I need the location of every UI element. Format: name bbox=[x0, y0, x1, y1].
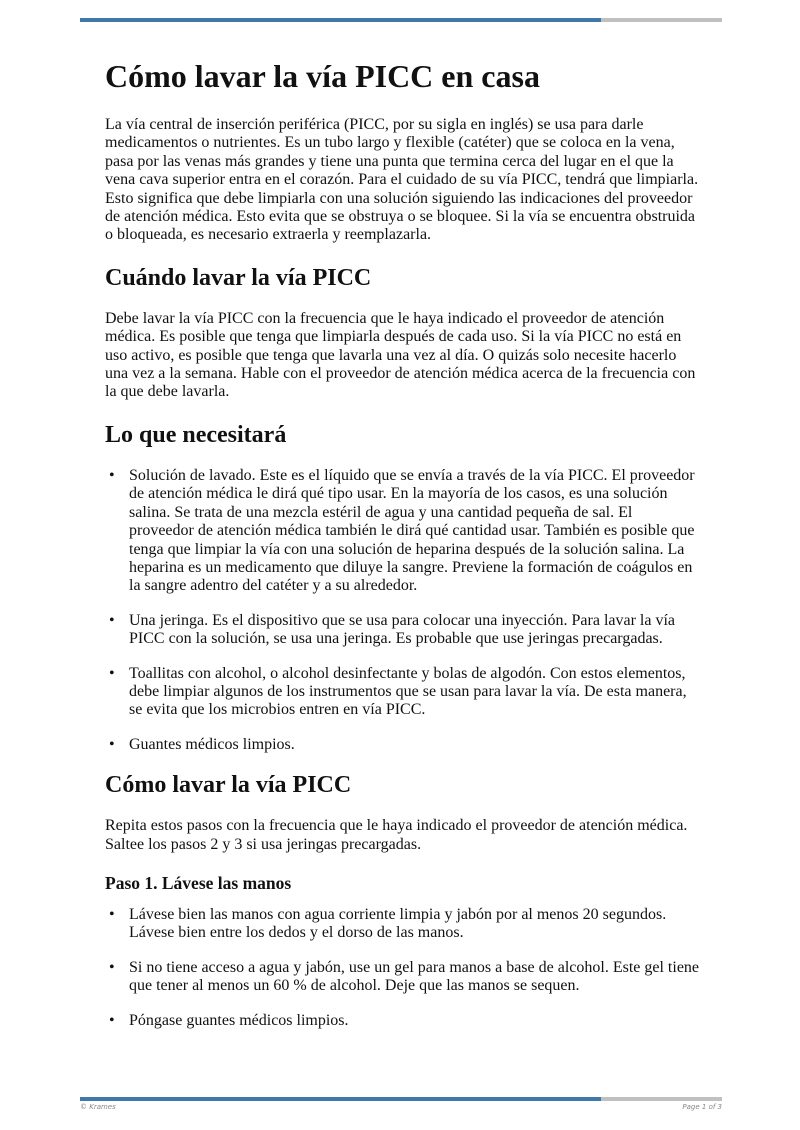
section-paragraph: Debe lavar la vía PICC con la frecuencia que le haya indicado el proveedor de atención médica. Es posible que tenga que limpiarla después de cada uso. Si la vía PICC no está en uso activo, es posible que tenga que lavarla una vez al día. O quizás solo necesite hacerlo una vez a la semana. Hable con el proveedor de atención médica acerca de la frecuencia con la que debe lavarla. bbox=[105, 309, 696, 401]
bullet-icon: • bbox=[109, 905, 115, 923]
bullet-icon: • bbox=[109, 611, 115, 629]
section-heading: Cómo lavar la vía PICC bbox=[105, 772, 352, 799]
bullet-icon: • bbox=[109, 1011, 115, 1029]
step-list bbox=[105, 906, 700, 1030]
list-item: • Una jeringa. Es el dispositivo que se usa para colocar una inyección. Para lavar la vía PICC con la solución, se usa una jeringa. Es probable que use jeringas precargadas. bbox=[109, 611, 676, 648]
list-item: • Guantes médicos limpios. bbox=[109, 735, 295, 753]
list-item: • Toallitas con alcohol, o alcohol desinfectante y bolas de algodón. Con estos elementos, debe limpiar algunos de los instrumentos que se usan para lavar la vía. De esta manera, se evita que los microbios entren en vía PICC. bbox=[109, 664, 687, 719]
step-heading: Paso 1. Lávese las manos bbox=[105, 872, 292, 893]
footer-copyright: © Krames bbox=[80, 1103, 116, 1111]
list-item: • Lávese bien las manos con agua corriente limpia y jabón por al menos 20 segundos. Lávese bien entre los dedos y el dorso de las manos. bbox=[109, 905, 667, 942]
list-item: • Solución de lavado. Este es el líquido que se envía a través de la vía PICC. El proveedor de atención médica le dirá qué tipo usar. En la mayoría de los casos, es una solución salina. Se trata de una mezcla estéril de agua y una cantidad pequeña de sal. El proveedor de atención médica también le dirá qué cantidad usar. También es posible que tenga que limpiar la vía con una solución de heparina después de la solución salina. La heparina es un medicamento que diluye la sangre. Previene la formación de coágulos en la sangre adentro del catéter y a su alrededor. bbox=[109, 466, 695, 595]
footer-rule-accent bbox=[80, 1097, 601, 1101]
list-item: • Póngase guantes médicos limpios. bbox=[109, 1011, 349, 1029]
document-body bbox=[105, 56, 700, 1046]
footer-rule-gray bbox=[601, 1097, 722, 1101]
footer-rule bbox=[80, 1097, 722, 1101]
intro-paragraph: La vía central de inserción periférica (PICC, por su sigla en inglés) se usa para darle medicamentos o nutrientes. Es un tubo largo y flexible (catéter) que se coloca en la vena, pasa por las venas más grandes y tiene una punta que termina cerca del lugar en el que la vena cava superior entra en el corazón. Para el cuidado de su vía PICC, tendrá que limpiarla. Esto significa que debe limpiarla con una solución siguiendo las indicaciones del proveedor de atención médica. Esto evita que se obstruya o se bloquee. Si la vía se encuentra obstruida o bloqueada, es necesario extraerla y reemplazarla. bbox=[105, 116, 699, 244]
header-rule-gray bbox=[601, 18, 722, 22]
header-rule bbox=[80, 18, 722, 22]
bullet-icon: • bbox=[109, 466, 115, 484]
bullet-icon: • bbox=[109, 664, 115, 682]
list-item: • Si no tiene acceso a agua y jabón, use un gel para manos a base de alcohol. Este gel tiene que tener al menos un 60 % de alcohol. Deje que las manos se sequen. bbox=[109, 958, 700, 995]
bullet-icon: • bbox=[109, 958, 115, 976]
supplies-list bbox=[105, 467, 700, 754]
header-rule-accent bbox=[80, 18, 601, 22]
bullet-icon: • bbox=[109, 735, 115, 753]
section-heading: Lo que necesitará bbox=[105, 421, 287, 448]
footer-page-number: Page 1 of 3 bbox=[682, 1103, 722, 1111]
section-heading: Cuándo lavar la vía PICC bbox=[105, 264, 372, 291]
section-paragraph: Repita estos pasos con la frecuencia que le haya indicado el proveedor de atención médica. Saltee los pasos 2 y 3 si usa jeringas precargadas. bbox=[105, 817, 688, 853]
page-title: Cómo lavar la vía PICC en casa bbox=[105, 58, 540, 94]
